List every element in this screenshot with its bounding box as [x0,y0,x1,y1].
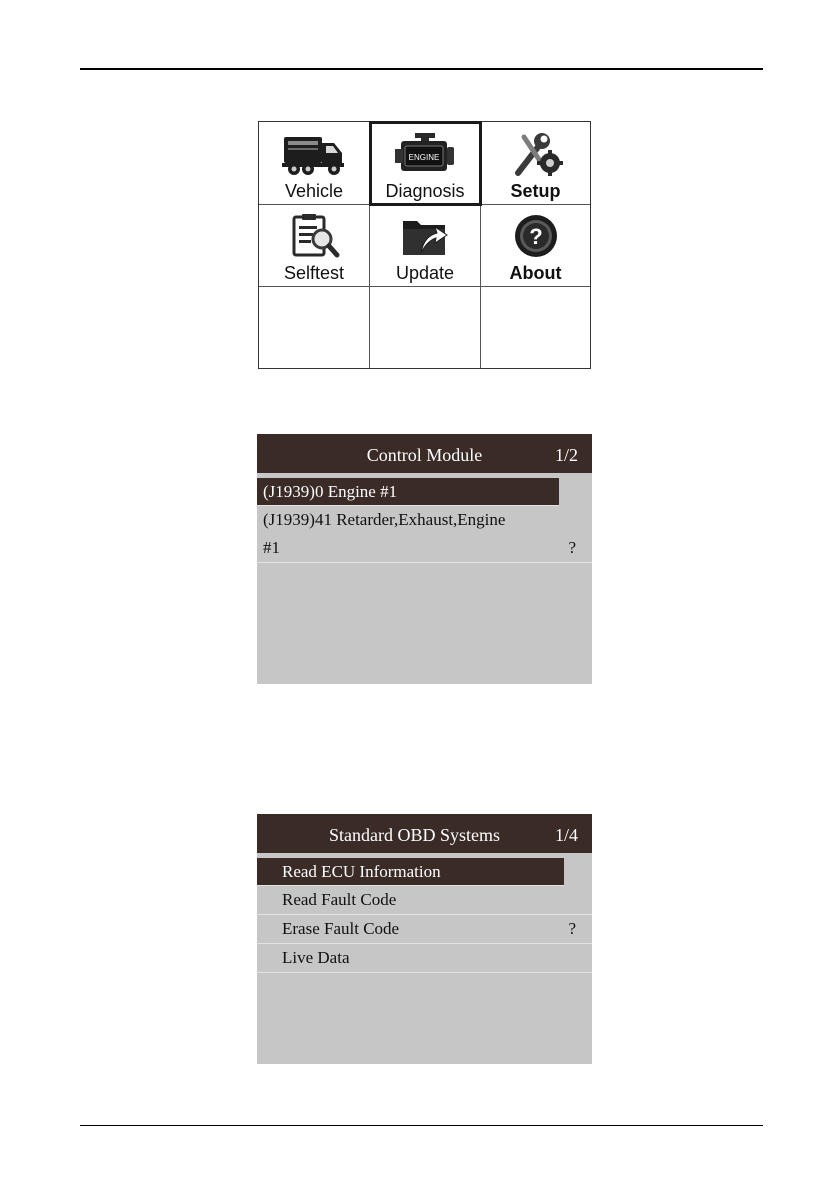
menu-empty-cell [481,287,590,368]
list-item-label: Read ECU Information [282,862,441,881]
clipboard-magnifier-icon [282,213,346,259]
menu-item-label: Selftest [283,263,345,283]
list-item[interactable] [257,915,592,944]
control-module-screen [257,434,592,684]
svg-text:?: ? [528,224,543,249]
header-rule [80,68,763,70]
obd-systems-screen [257,814,592,1064]
menu-item-setup[interactable] [481,122,590,205]
list-item[interactable] [257,886,592,915]
help-circle-icon [504,213,568,259]
menu-item-label: About [509,263,562,283]
menu-item-label: Diagnosis [385,181,465,201]
list-item-label: Read Fault Code [282,890,397,909]
menu-empty-cell [259,287,370,368]
menu-item-selftest[interactable] [259,205,370,287]
menu-item-vehicle[interactable] [259,122,370,205]
folder-arrow-icon [393,213,457,259]
truck-icon [282,131,346,177]
list-item-label: #1 [263,538,280,557]
menu-item-update[interactable] [370,205,481,287]
list-item[interactable] [257,506,592,534]
list-item-label: Live Data [282,948,350,967]
help-marker: ? [568,919,576,938]
list-item[interactable] [257,534,592,563]
list-item-selected[interactable] [257,478,559,506]
menu-item-label: Vehicle [284,181,344,201]
screen-header [257,814,592,853]
wrench-gear-icon [504,131,568,177]
screen-title: Control Module [366,445,483,465]
list-item[interactable] [257,944,592,973]
menu-item-diagnosis[interactable] [370,122,481,205]
page-indicator: 1/2 [554,445,578,465]
page-indicator: 1/4 [554,825,578,845]
help-marker: ? [568,538,576,557]
menu-item-label: Update [395,263,455,283]
engine-icon-text: ENGINE [408,153,440,162]
list-item-selected[interactable] [257,858,564,886]
engine-icon [393,131,457,177]
list-item-label: (J1939)41 Retarder,Exhaust,Engine [263,510,506,529]
footer-rule [80,1125,763,1126]
list-item-label: Erase Fault Code [282,919,400,938]
menu-item-label: Setup [510,181,561,201]
screen-title: Standard OBD Systems [329,825,500,845]
screen-header [257,434,592,473]
menu-empty-cell [370,287,481,368]
main-menu-grid [258,121,591,369]
list-item-label: (J1939)0 Engine #1 [263,482,398,501]
menu-item-about[interactable] [481,205,590,287]
